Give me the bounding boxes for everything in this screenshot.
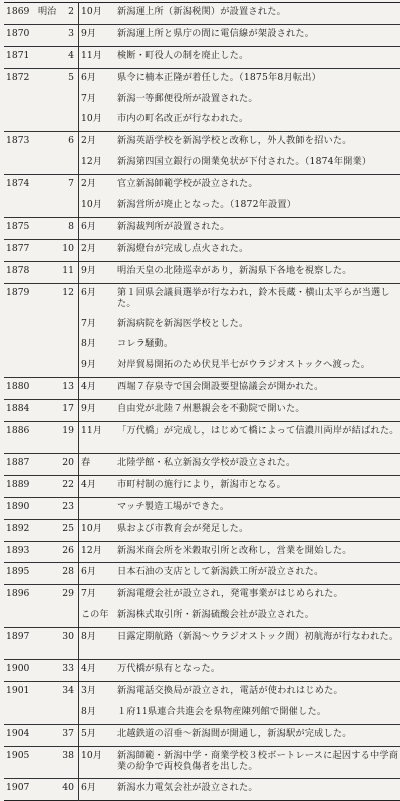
event-cell: 日本石油の支店として新潟鉄工所が設立された。	[113, 563, 400, 585]
chronology-row	[4, 541, 400, 563]
era-cell	[38, 132, 60, 153]
year-cell: 1901	[4, 682, 38, 703]
era-cell	[38, 585, 60, 606]
month-cell: 12月	[79, 153, 114, 174]
era-cell	[38, 682, 60, 703]
year-cell: 1869	[6, 6, 30, 17]
month-cell: 10月	[79, 519, 114, 541]
month-cell: 4月	[79, 475, 114, 497]
era-cell	[38, 454, 60, 476]
event-cell: 新潟第四国立銀行の開業免状が下付された。（1874年開業）	[117, 156, 372, 168]
era-cell	[38, 400, 60, 422]
year-cell: 1890	[4, 497, 38, 519]
event-cell: 新潟病院を新潟医学校とした。	[117, 317, 249, 329]
event-cell: 対岸貿易開拓のため伏見半七がウラジオストックへ渡った。	[117, 359, 371, 371]
year-cell: 1870	[4, 24, 38, 46]
year-cell	[4, 606, 38, 627]
year-cell: 1884	[4, 400, 38, 422]
month-cell: 7月	[79, 585, 114, 606]
event-cell: 県令に楠本正隆が着任した。（1875年8月転出）	[113, 68, 400, 89]
era-cell	[38, 24, 60, 46]
year-cell: 1880	[4, 378, 38, 400]
era-cell	[38, 356, 60, 377]
year-cell: 1905	[4, 746, 38, 778]
year-cell: 1872	[4, 68, 38, 89]
month-cell: 11月	[79, 46, 114, 68]
chronology-row	[4, 90, 400, 111]
era-year-cell: 2	[68, 6, 74, 17]
year-cell: 1887	[4, 454, 38, 476]
event-cell: 新潟燈台が完成し点火された。	[113, 239, 400, 261]
era-cell	[38, 46, 60, 68]
year-cell: 1897	[4, 628, 38, 660]
year-cell: 1879	[4, 283, 38, 315]
era-year-cell: 30	[60, 628, 79, 660]
event-cell: 自由党が北陸７州懇親会を不動院で開いた。	[113, 400, 400, 422]
month-cell: 6月	[79, 68, 114, 89]
month-cell: 12月	[79, 541, 114, 563]
era-cell	[38, 239, 60, 261]
chronology-row	[4, 682, 400, 703]
chronology-row	[4, 46, 400, 68]
era-year-cell	[60, 606, 79, 627]
month-cell: 10月	[79, 746, 114, 778]
month-cell: 7月	[79, 315, 114, 336]
month-cell: 春	[79, 454, 114, 476]
chronology-row	[4, 315, 400, 336]
era-cell	[38, 660, 60, 682]
year-cell	[4, 703, 38, 724]
chronology-row	[4, 660, 400, 682]
event-cell: 西堀７存泉寺で国会開設要望協議会が開かれた。	[113, 378, 400, 400]
era-year-cell: 8	[60, 217, 79, 239]
era-cell	[38, 261, 60, 283]
year-cell	[4, 90, 38, 111]
chronology-row	[4, 217, 400, 239]
chronology-row	[4, 196, 400, 217]
era-cell	[38, 519, 60, 541]
event-cell: 市内の町名改正が行なわれた。	[117, 113, 249, 125]
era-year-cell: 10	[60, 239, 79, 261]
event-cell: 明治天皇の北陸巡幸があり，新潟県下各地を視察した。	[113, 261, 400, 283]
chronology-row	[4, 606, 400, 627]
chronology-row	[4, 261, 400, 283]
event-cell: 新潟米商会所を米穀取引所と改称し，営業を開始した。	[113, 541, 400, 563]
year-cell: 1871	[4, 46, 38, 68]
era-cell	[38, 541, 60, 563]
era-cell	[38, 724, 60, 746]
era-cell	[38, 335, 60, 356]
era-year-cell	[60, 110, 79, 131]
era-cell	[38, 628, 60, 660]
era-cell	[38, 217, 60, 239]
month-cell	[79, 497, 114, 519]
event-cell: 検断・町役人の制を廃止した。	[113, 46, 400, 68]
chronology-row	[4, 24, 400, 46]
era-year-cell: 26	[60, 541, 79, 563]
era-cell	[38, 68, 60, 89]
chronology-row	[4, 153, 400, 174]
month-cell: 11月	[79, 422, 114, 454]
era-year-cell: 17	[60, 400, 79, 422]
month-cell: 8月	[79, 335, 114, 356]
era-cell	[38, 378, 60, 400]
era-cell	[38, 153, 60, 174]
event-cell: 北陸学館・私立新潟女学校が設立された。	[113, 454, 400, 476]
event-cell: 官立新潟師範学校が設立された。	[113, 175, 400, 196]
chronology-row	[4, 356, 400, 377]
event-cell: 日露定期航路（新潟〜ウラジオストック間）初航海が行なわれた。	[113, 628, 400, 660]
chronology-row	[4, 283, 400, 315]
chronology-row	[4, 400, 400, 422]
era-year-cell: 5	[60, 68, 79, 89]
month-cell: 10月	[79, 110, 114, 131]
event-cell: 新潟営所が廃止となった。（1872年設置）	[117, 199, 297, 211]
era-cell: 明治	[38, 6, 57, 17]
era-year-cell	[60, 196, 79, 217]
era-year-cell: 23	[60, 497, 79, 519]
era-year-cell: 7	[60, 175, 79, 196]
chronology-row	[4, 703, 400, 724]
event-cell: 第１回県会議員選挙が行なわれ，鈴木長蔵・横山太平らが当選した。	[113, 283, 400, 315]
era-year-cell: 3	[60, 24, 79, 46]
era-year-cell	[60, 90, 79, 111]
month-cell: この年	[79, 606, 114, 627]
era-year-cell: 12	[60, 283, 79, 315]
month-cell: 2月	[79, 132, 114, 153]
year-cell	[4, 335, 38, 356]
event-cell: 新潟電話交換局が設立され，電話が使われはじめた。	[113, 682, 400, 703]
month-cell: 4月	[79, 378, 114, 400]
era-year-cell: 38	[60, 746, 79, 778]
month-cell: 6月	[79, 563, 114, 585]
chronology-row	[4, 628, 400, 660]
era-year-cell	[60, 153, 79, 174]
month-cell: 9月	[79, 24, 114, 46]
event-cell: 市町村制の施行により，新潟市となる。	[113, 475, 400, 497]
month-cell: 6月	[79, 217, 114, 239]
year-cell: 1892	[4, 519, 38, 541]
era-year-cell: 29	[60, 585, 79, 606]
era-year-cell: 6	[60, 132, 79, 153]
era-cell	[38, 283, 60, 315]
chronology-row	[4, 475, 400, 497]
era-cell	[38, 175, 60, 196]
era-cell	[38, 563, 60, 585]
chronology-row	[4, 563, 400, 585]
month-cell: 8月	[79, 703, 114, 724]
year-cell: 1895	[4, 563, 38, 585]
month-cell: 5月	[79, 724, 114, 746]
year-cell: 1904	[4, 724, 38, 746]
chronology-row	[4, 175, 400, 196]
era-year-cell: 22	[60, 475, 79, 497]
month-cell: 4月	[79, 660, 114, 682]
era-year-cell	[60, 335, 79, 356]
year-cell: 1875	[4, 217, 38, 239]
event-cell: 新潟水力電気会社が設立された。	[113, 778, 400, 800]
month-cell: 2月	[79, 175, 114, 196]
month-cell: 9月	[79, 400, 114, 422]
chronology-row	[4, 778, 400, 800]
year-cell	[4, 356, 38, 377]
event-cell: 県および市教育会が発足した。	[113, 519, 400, 541]
era-year-cell: 25	[60, 519, 79, 541]
chronology-row	[4, 422, 400, 454]
year-cell: 1900	[4, 660, 38, 682]
era-year-cell: 28	[60, 563, 79, 585]
year-cell	[4, 153, 38, 174]
era-year-cell: 4	[60, 46, 79, 68]
event-cell: 新潟株式取引所・新潟硫酸会社が設立された。	[117, 609, 315, 621]
era-year-cell: 37	[60, 724, 79, 746]
month-cell: 8月	[79, 628, 114, 660]
month-cell: 10月	[79, 196, 114, 217]
era-cell	[38, 778, 60, 800]
era-year-cell: 40	[60, 778, 79, 800]
month-cell: 9月	[79, 261, 114, 283]
chronology-row	[4, 519, 400, 541]
era-year-cell	[60, 703, 79, 724]
year-cell: 1874	[4, 175, 38, 196]
chronology-row	[4, 239, 400, 261]
era-cell	[38, 196, 60, 217]
chronology-row	[4, 132, 400, 153]
chronology-table	[4, 2, 400, 801]
era-year-cell: 19	[60, 422, 79, 454]
era-year-cell	[60, 356, 79, 377]
event-cell: マッチ製造工場ができた。	[113, 497, 400, 519]
chronology-row	[4, 497, 400, 519]
chronology-body	[4, 3, 400, 801]
chronology-row	[4, 110, 400, 131]
era-year-cell: 34	[60, 682, 79, 703]
era-cell	[38, 422, 60, 454]
event-cell: 北越鉄道の沼垂〜新潟間が開通し，新潟駅が完成した。	[113, 724, 400, 746]
event-cell: 新潟英語学校を新潟学校と改称し，外人教師を招いた。	[113, 132, 400, 153]
year-cell: 1896	[4, 585, 38, 606]
era-cell	[38, 703, 60, 724]
year-cell: 1886	[4, 422, 38, 454]
chronology-row	[4, 378, 400, 400]
month-cell: 6月	[79, 283, 114, 315]
chronology-row	[4, 3, 400, 25]
era-year-cell: 13	[60, 378, 79, 400]
chronology-row	[4, 724, 400, 746]
year-cell: 1889	[4, 475, 38, 497]
event-cell: 「万代橋」が完成し，はじめて橋によって信濃川両岸が結ばれた。	[113, 422, 400, 454]
era-cell	[38, 746, 60, 778]
event-cell: 新潟師範・新潟中学・商業学校３校ボートレースに起因する中学商業の紛争で両校負傷者を出した。	[113, 746, 400, 778]
chronology-row	[4, 454, 400, 476]
year-cell	[4, 196, 38, 217]
era-year-cell	[60, 315, 79, 336]
year-cell: 1907	[4, 778, 38, 800]
era-cell	[38, 315, 60, 336]
year-cell	[4, 110, 38, 131]
era-cell	[38, 90, 60, 111]
event-cell: 新潟電燈会社が設立され，発電事業がはじめられた。	[113, 585, 400, 606]
chronology-row	[4, 585, 400, 606]
era-cell	[38, 475, 60, 497]
month-cell: 10月	[79, 3, 114, 25]
era-year-cell: 11	[60, 261, 79, 283]
year-cell: 1893	[4, 541, 38, 563]
event-cell: 新潟一等郵便役所が設置された。	[117, 92, 258, 104]
era-cell	[38, 110, 60, 131]
chronology-row	[4, 746, 400, 778]
event-cell: 新潟運上所と県庁の間に電信線が架設された。	[113, 24, 400, 46]
month-cell: 7月	[79, 90, 114, 111]
year-cell	[4, 315, 38, 336]
event-cell: コレラ騒動。	[117, 338, 174, 350]
era-year-cell: 20	[60, 454, 79, 476]
chronology-row	[4, 68, 400, 89]
year-cell: 1878	[4, 261, 38, 283]
event-cell: １府11県連合共進会を県物産陳列館で開催した。	[117, 705, 327, 717]
chronology-row	[4, 335, 400, 356]
month-cell: 6月	[79, 778, 114, 800]
event-cell: 新潟裁判所が設置された。	[113, 217, 400, 239]
era-cell	[38, 606, 60, 627]
event-cell: 新潟運上所（新潟税関）が設置された。	[117, 6, 286, 17]
year-cell: 1873	[4, 132, 38, 153]
year-cell: 1877	[4, 239, 38, 261]
month-cell: 9月	[79, 356, 114, 377]
era-cell	[38, 497, 60, 519]
era-year-cell: 33	[60, 660, 79, 682]
month-cell: 2月	[79, 239, 114, 261]
event-cell: 万代橋が県有となった。	[113, 660, 400, 682]
month-cell: 3月	[79, 682, 114, 703]
